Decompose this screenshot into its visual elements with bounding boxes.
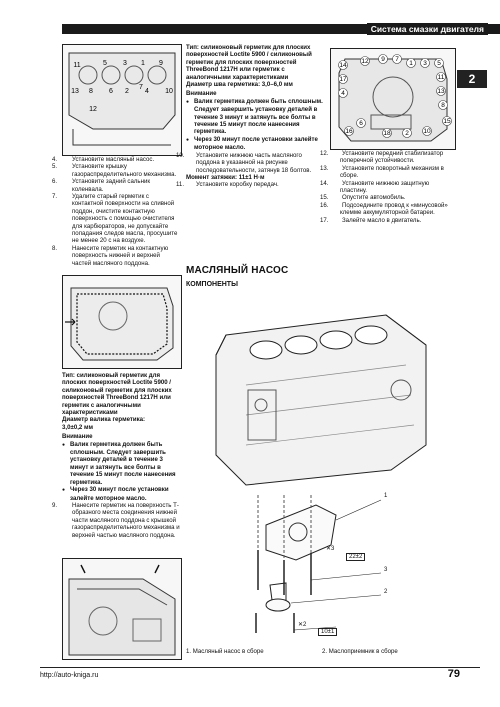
bolt-number: 13: [71, 88, 79, 95]
warning-1: ● Валик герметика должен быть сплошным. Следует завершить установку деталей в течение 3 минут и затянуть все болты в течение 15 минут после нанесения герметика.: [62, 441, 180, 486]
warning-2: ● Через 30 минут после установки залейте моторное масло.: [62, 486, 180, 502]
t-joint-diagram: [63, 559, 181, 659]
bolt-number: 11: [73, 62, 81, 69]
bolt-number: 10: [423, 128, 431, 135]
step-11: 11. Установите коробку передач.: [176, 181, 279, 189]
bolt-number: 8: [89, 88, 93, 95]
right-steps: [320, 150, 454, 224]
section-title: Система смазки двигателя: [367, 23, 488, 35]
mid-attention: Внимание: [186, 90, 217, 98]
bolt-number: 3: [123, 60, 127, 67]
sealant-type: Тип: силиконовый герметик для плоских поверхностей Loctite 5900 / силиконовый герметик для плоских поверхностей ThreeBond 1217H или герметик с аналогичными характеристиками: [62, 372, 172, 417]
bolt-number: 6: [109, 88, 113, 95]
step-17: 17. Залейте масло в двигатель.: [320, 216, 422, 224]
callout-1: 1: [384, 493, 388, 499]
left-steps-a: [52, 156, 180, 267]
attention-heading: Внимание: [62, 433, 93, 441]
step-8: 8. Нанесите герметик на контактную поверхность нижней и верхней частей масляного поддона.: [52, 244, 169, 267]
bolt-number: 15: [443, 118, 451, 125]
bolt-number: 10: [165, 88, 173, 95]
figure-sealant-bead: [62, 275, 182, 369]
bolt-number: 16: [345, 128, 353, 135]
step-13: 13. Установите поворотный механизм в сборе.: [320, 164, 444, 180]
bolt-number: 14: [339, 62, 347, 69]
figure-oil-pan-bolt-order: [62, 44, 182, 156]
section-heading: МАСЛЯНЫЙ НАСОС: [186, 265, 289, 276]
bolt-number: 17: [339, 76, 347, 83]
page-number: 79: [447, 668, 460, 680]
step-6: 6. Установите задний сальник коленвала.: [52, 178, 151, 193]
step-15: 15. Опустите автомобиль.: [320, 194, 406, 202]
figure-oil-pump-components: [186, 295, 456, 645]
step-7: 7. Удалите старый герметик с контактной поверхности на сливной поддон, очистите контактную поверхность с помощью очистителя для карбюраторов, не допускайте попадания следов масла, просушите не менее 20 с на воздухе.: [52, 193, 178, 245]
bolt-number: 5: [437, 60, 441, 67]
mid-bead: Диаметр шва герметика: 3,0–6,0 мм: [186, 81, 293, 89]
bolt-number: 4: [145, 88, 149, 95]
lower-pan-bolt-diagram: [331, 49, 455, 149]
legend-item-1: 1. Масляный насос в сборе: [186, 648, 264, 655]
bolt-number: 5: [103, 60, 107, 67]
figure-t-joint: [62, 558, 182, 660]
callout-3: 3: [384, 567, 388, 573]
footer-rule: [40, 667, 480, 668]
oil-pan-bolt-diagram: [63, 45, 181, 155]
step-9: 9. Нанесите герметик на поверхность Т-образного места соединения нижней части масляного поддона с крышкой газораспределительного механизма и верхней частью масляного поддона.: [52, 501, 180, 539]
sealant-bead-diagram: [63, 276, 181, 368]
step-12: 12. Установите передний стабилизатор поперечной устойчивости.: [320, 150, 444, 165]
left-sealant-block: [52, 372, 180, 539]
mid-warning-1: ● Валик герметика должен быть сплошным. Следует завершить установку деталей в течение 3 минут и затянуть все болты в течение 15 минут после нанесения герметика.: [186, 98, 324, 136]
torque-box-b: 10±1: [318, 628, 337, 636]
torque-spec: Момент затяжки: 11±1 Н·м: [186, 173, 265, 181]
callout-2: 2: [384, 589, 388, 595]
oil-pump-exploded-diagram: [186, 295, 456, 645]
bolt-number: 2: [405, 130, 409, 137]
bolt-number: 6: [359, 120, 363, 127]
mid-sealant-type: Тип: силиконовый герметик для плоских поверхностей Loctite 5900 / силиконовый герметик для плоских поверхностей ThreeBond 1217H или герметик с аналогичными характеристиками: [186, 44, 312, 81]
bolt-number: 8: [441, 102, 445, 109]
bolt-number: 11: [437, 74, 445, 81]
step-14: 14. Установите нижнюю защитную пластину.: [320, 179, 430, 195]
bolt-count-x3: ✕3: [326, 546, 335, 552]
chapter-tab: 2: [457, 70, 487, 88]
bolt-number: 9: [159, 60, 163, 67]
bolt-number: 18: [383, 130, 391, 137]
mid-warning-2: ● Через 30 минут после установки залейте моторное масло.: [186, 136, 324, 152]
bead-label: Диаметр валика герметика:: [62, 416, 146, 424]
bolt-number: 4: [341, 90, 345, 97]
figure-lower-pan-bolt-order: [330, 48, 456, 150]
bolt-number: 12: [361, 58, 369, 65]
bolt-number: 1: [141, 60, 145, 67]
bead-value: 3,0±0,2 мм: [62, 423, 93, 431]
step-5: 5. Установите крышку газораспределительного механизма.: [52, 163, 177, 178]
bolt-number: 3: [423, 60, 427, 67]
legend-item-2: 2. Маслоприемник в сборе: [322, 648, 398, 655]
bolt-number: 13: [437, 88, 445, 95]
step-16: 16. Подсоедините провод к «минусовой» клемме аккумуляторной батареи.: [320, 201, 448, 217]
bolt-number: 1: [409, 60, 413, 67]
bolt-count-x2: ✕2: [298, 622, 307, 628]
bolt-number: 9: [381, 56, 385, 63]
step-4: 4. Установите масляный насос.: [52, 156, 155, 163]
bolt-number: 7: [395, 56, 399, 63]
subsection-heading: КОМПОНЕНТЫ: [186, 281, 238, 288]
bolt-number: 2: [125, 88, 129, 95]
bolt-number: 12: [89, 106, 97, 113]
torque-box-a: 22±2: [346, 553, 365, 561]
footer-url[interactable]: http://auto-kniga.ru: [40, 672, 99, 679]
bolt-number: 7: [139, 84, 143, 91]
step-10: 10. Установите нижнюю часть масляного поддона в указанной на рисунке последовательности, затянув 18 болтов.: [176, 151, 312, 174]
mid-text-block: [176, 44, 324, 189]
